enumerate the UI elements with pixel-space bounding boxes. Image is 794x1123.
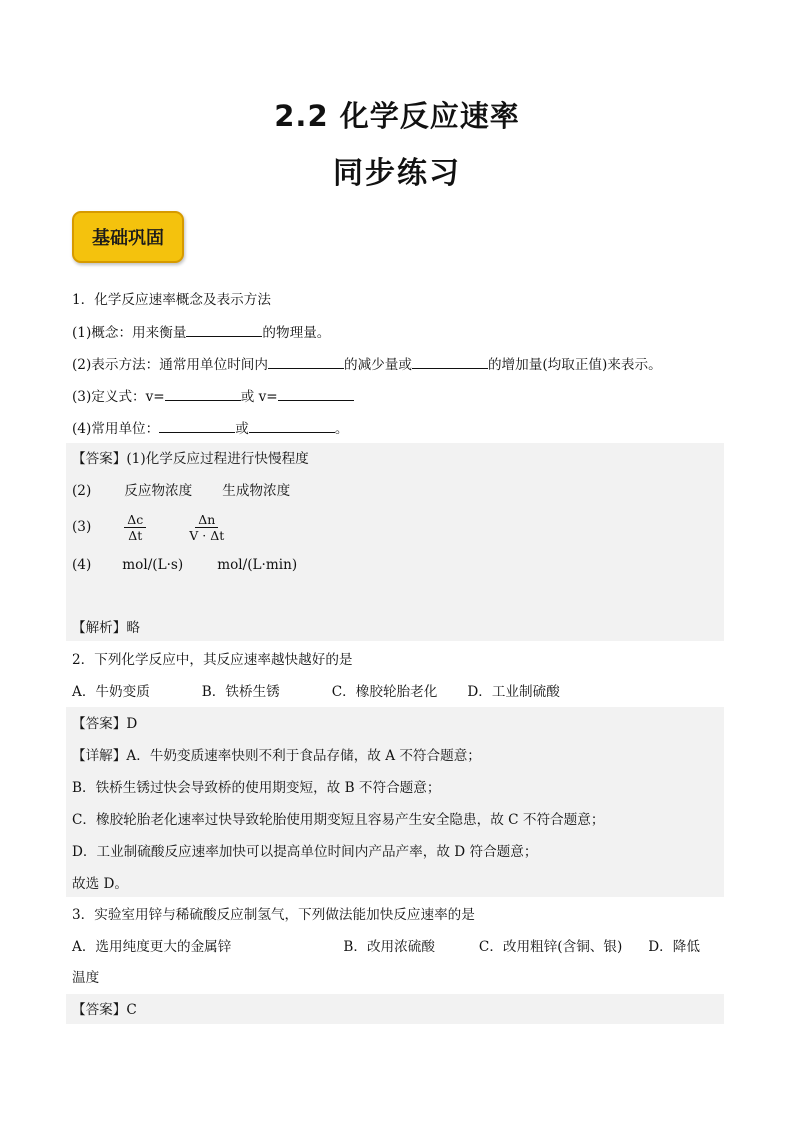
q1-answer-4-b: mol/(L·min)	[217, 557, 298, 573]
document-subtitle: 同步练习	[333, 156, 461, 191]
q1-l2-post: 的增加量(均取正值)来表示。	[487, 357, 662, 373]
answer-block-q3	[66, 994, 724, 1024]
q2-stem: 2．下列化学反应中，其反应速率越快越好的是	[72, 652, 353, 668]
fraction-dn-vdt: $\frac{\Delta n}{V \cdot \Delta t}$	[189, 512, 225, 543]
q2-answer: 【答案】D	[72, 716, 138, 732]
q2-option-c: C．橡胶轮胎老化	[331, 684, 438, 700]
q3-option-d-continued: 温度	[72, 970, 100, 986]
q2-detail-2: B．铁桥生锈过快会导致桥的使用期变短，故 B 不符合题意；	[72, 780, 441, 796]
q1-blank-4	[165, 386, 241, 401]
q1-answer-2-num: (2)	[72, 483, 92, 499]
q1-answer-4-a: mol/(L·s)	[122, 557, 184, 573]
section-badge-label: 基础巩固	[92, 228, 164, 249]
q1-answer-3-num: (3)	[72, 519, 92, 535]
q3-option-b: B．改用浓硫酸	[343, 939, 435, 955]
q2-detail-5: 故选 D。	[72, 876, 129, 892]
q1-blank-2	[268, 354, 344, 369]
q3-answer: 【答案】C	[72, 1002, 137, 1018]
q1-blank-3	[412, 354, 488, 369]
q1-line-2	[72, 354, 662, 375]
q3-option-a: A．选用纯度更大的金属锌	[72, 939, 232, 955]
q1-answer-3	[72, 510, 227, 544]
q2-options	[72, 682, 560, 702]
q1-answer-4	[72, 555, 297, 575]
section-badge	[72, 211, 184, 263]
q1-l4-pre: (4)常用单位：	[72, 421, 160, 437]
q1-answer-4-num: (4)	[72, 557, 92, 573]
q1-answer-2-b: 生成物浓度	[222, 483, 291, 499]
q1-blank-6	[159, 418, 235, 433]
q2-detail-3: C．橡胶轮胎老化速率过快导致轮胎使用期变短且容易产生安全隐患，故 C 不符合题意；	[72, 812, 605, 828]
q3-option-d: D．降低	[648, 939, 700, 955]
q1-l3-pre: (3)定义式：v=	[72, 389, 165, 405]
q3-stem: 3．实验室用锌与稀硫酸反应制氢气，下列做法能加快反应速率的是	[72, 907, 475, 923]
q2-option-a: A．牛奶变质	[72, 684, 150, 700]
q1-blank-7	[249, 418, 335, 433]
q1-analysis: 【解析】略	[72, 620, 140, 636]
q1-l3-mid: 或 v=	[240, 389, 278, 405]
q1-line-4	[72, 418, 348, 439]
q2-detail-1: 【详解】A．牛奶变质速率快则不利于食品存储，故 A 不符合题意；	[72, 748, 481, 764]
q1-l1-pre: (1)概念：用来衡量	[72, 325, 187, 341]
q1-answer-2-a: 反应物浓度	[124, 483, 193, 499]
document-title: 2.2 化学反应速率	[274, 99, 520, 133]
q1-l4-mid: 或	[235, 421, 249, 437]
q2-option-b: B．铁桥生锈	[201, 684, 280, 700]
q2-detail-4: D．工业制硫酸反应速率加快可以提高单位时间内产品产率，故 D 符合题意；	[72, 844, 538, 860]
q3-option-c: C．改用粗锌(含铜、银)	[478, 939, 623, 955]
q1-line-3	[72, 386, 354, 407]
q1-l2-pre: (2)表示方法：通常用单位时间内	[72, 357, 268, 373]
q3-options	[72, 937, 700, 957]
fraction-dc-dt: $\frac{\Delta c}{\Delta t}$	[124, 512, 146, 543]
q2-option-d: D．工业制硫酸	[467, 684, 560, 700]
answer-block-q2	[66, 707, 724, 897]
q1-l2-mid: 的减少量或	[343, 357, 412, 373]
q1-l4-post: 。	[334, 421, 349, 437]
q1-line-1	[72, 322, 330, 343]
q1-l1-post: 的物理量。	[262, 325, 331, 341]
q1-blank-5	[278, 386, 354, 401]
q1-blank-1	[186, 322, 262, 337]
q1-stem: 1．化学反应速率概念及表示方法	[72, 292, 271, 308]
q1-answer-1: 【答案】(1)化学反应过程进行快慢程度	[72, 451, 309, 467]
q1-answer-2	[72, 481, 290, 501]
